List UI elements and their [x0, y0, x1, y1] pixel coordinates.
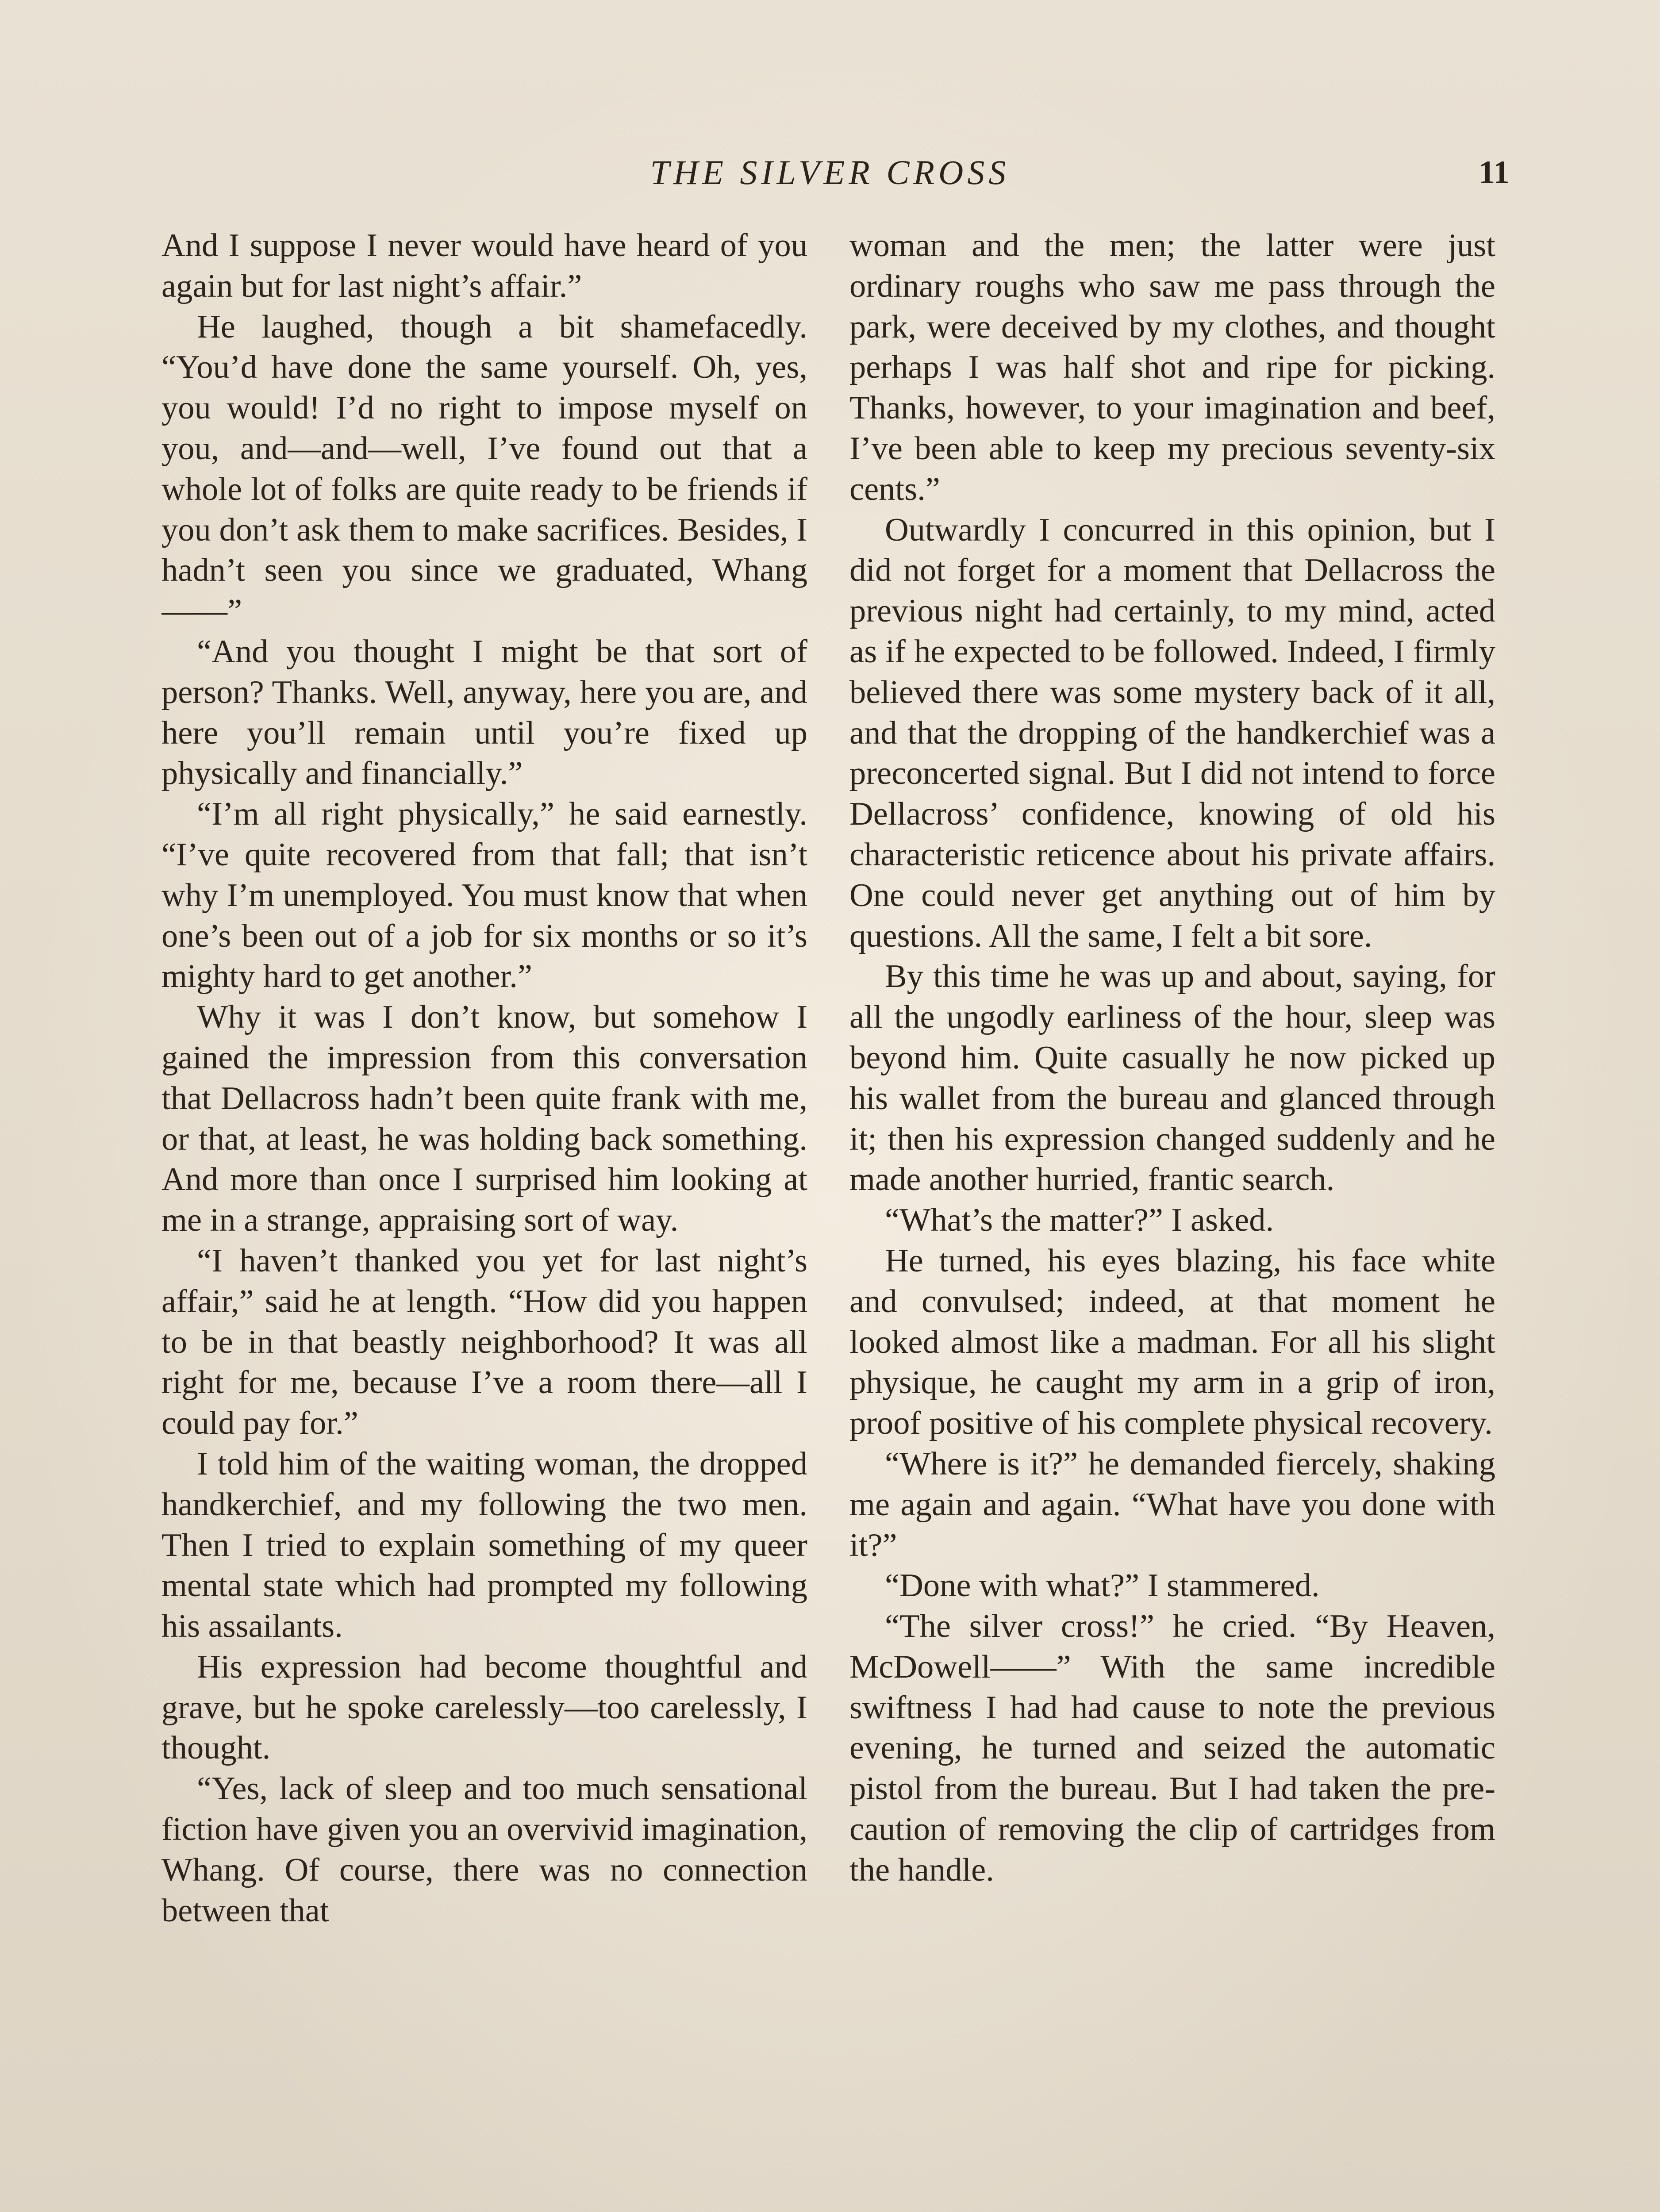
running-head: [0, 146, 1660, 199]
paragraph: I told him of the waiting woman, the dropped handkerchief, and my following the two men. Then I tried to explain something of my queer mental state which had prompted my following his assailants.: [161, 1445, 807, 1645]
paragraph: Why it was I don’t know, but somehow I gained the impression from this conversation that Dellacross hadn’t been quite frank with me, or that, at least, he was holding back something. And more than once I surprised him looking at me in a strange, appraising sort of way.: [161, 999, 807, 1239]
paragraph: Outwardly I concurred in this opinion, but I did not forget for a moment that Dellacross the previous night had certainly, to my mind, acted as if he expected to be followed. Indeed, I firmly believed there was some mystery back of it all, and that the dropping of the handkerchief was a preconcerted signal. But I did not intend to force Dellacross’ confidence, knowing of old his characteristic reticence about his private affairs. One could never get anything out of him by questions. All the same, I felt a bit sore.: [849, 511, 1495, 954]
paragraph: By this time he was up and about, saying, for all the ungodly earliness of the hour, sleep was beyond him. Quite casually he now picked up his wallet from the bureau and glanced through it; then his expression changed suddenly and he made another hurried, frantic search.: [849, 958, 1495, 1198]
paragraph: “I haven’t thanked you yet for last night’s affair,” said he at length. “How did you happen to be in that beastly neighborhood? It was all right for me, because I’ve a room there—all I could pay for.”: [161, 1242, 807, 1442]
paragraph: woman and the men; the latter were just ordinary roughs who saw me pass through the park, were deceived by my clothes, and thought perhaps I was half shot and ripe for picking. Thanks, however, to your imagination and beef, I’ve been able to keep my precious seventy-six cents.”: [849, 227, 1495, 507]
paragraph: And I suppose I never would have heard of you again but for last night’s affair.”: [161, 227, 807, 304]
paragraph: He turned, his eyes blazing, his face white and convulsed; indeed, at that moment he looked almost like a madman. For all his slight physique, he caught my arm in a grip of iron, proof positive of his complete physical recovery.: [849, 1242, 1495, 1442]
paragraph: “Done with what?” I stammered.: [885, 1567, 1320, 1604]
paragraph: “Yes, lack of sleep and too much sensational fiction have given you an overvivid imagination, Whang. Of course, there was no connection between that: [161, 1770, 807, 1929]
paragraph: “And you thought I might be that sort of person? Thanks. Well, anyway, here you are, and here you’ll remain until you’re fixed up physically and financially.”: [161, 633, 807, 792]
paragraph: He laughed, though a bit shamefacedly. “You’d have done the same yourself. Oh, yes, you would! I’d no right to impose myself on you, and—and—well, I’ve found out that a whole lot of folks are quite ready to be friends if you don’t ask them to make sacrifices. Besides, I hadn’t seen you since we graduated, Whang——”: [161, 308, 807, 630]
paragraph: “Where is it?” he demanded fiercely, shaking me again and again. “What have you done with it?”: [849, 1445, 1495, 1563]
page-number: 11: [1479, 154, 1510, 191]
left-column: [161, 226, 807, 2212]
paragraph: “The silver cross!” he cried. “By Heaven, McDowell——” With the same incredible swiftness I had had cause to note the previous evening, he turned and seized the automatic pistol from the bureau. But I had taken the precaution of removing the clip of cartridges from the handle.: [849, 1608, 1495, 1888]
running-title: THE SILVER CROSS: [650, 153, 1010, 192]
right-column: [849, 226, 1495, 2212]
paragraph: “What’s the matter?” I asked.: [885, 1202, 1274, 1239]
paragraph: His expression had become thoughtful and grave, but he spoke carelessly—too carelessly, I thought.: [161, 1648, 807, 1767]
paragraph: “I’m all right physically,” he said earnestly. “I’ve quite recovered from that fall; that isn’t why I’m unemployed. You must know that when one’s been out of a job for six months or so it’s mighty hard to get another.”: [161, 796, 807, 995]
